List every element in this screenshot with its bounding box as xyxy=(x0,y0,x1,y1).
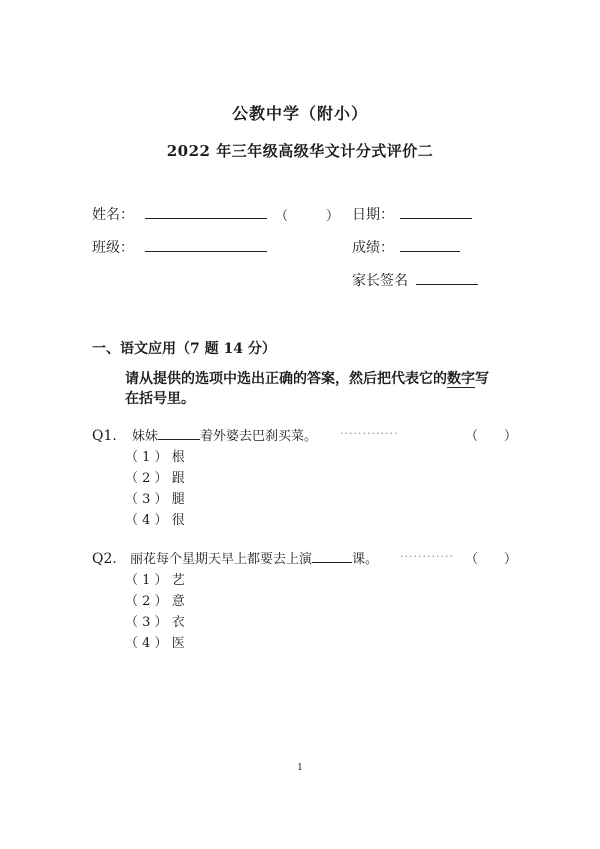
question-text-after: 课。 xyxy=(351,552,378,567)
option-text: 衣 xyxy=(171,615,185,630)
option-item xyxy=(125,509,185,528)
question-1 xyxy=(92,425,317,444)
name-label: 姓名： xyxy=(92,207,134,223)
option-item xyxy=(125,632,185,651)
question-2 xyxy=(92,548,378,567)
option-text: 根 xyxy=(171,450,185,465)
question-text-after: 着外婆去巴刹买菜。 xyxy=(199,429,317,444)
option-label: （ 1 ） xyxy=(125,573,168,588)
answer-blank xyxy=(312,550,352,563)
date-field[interactable] xyxy=(400,218,472,219)
option-text: 意 xyxy=(171,594,185,609)
option-text: 艺 xyxy=(171,573,185,588)
class-field[interactable] xyxy=(145,251,267,252)
option-text: 很 xyxy=(171,513,185,528)
option-label: （ 2 ） xyxy=(125,471,168,486)
option-label: （ 2 ） xyxy=(125,594,168,609)
instruction-text-b: 写 xyxy=(475,371,489,387)
date-label: 日期： xyxy=(352,207,394,223)
score-field[interactable] xyxy=(400,251,460,252)
option-text: 腿 xyxy=(171,492,185,507)
option-text: 跟 xyxy=(171,471,185,486)
section-title: 一、语文应用（7 题 14 分） xyxy=(92,341,276,357)
name-field[interactable] xyxy=(145,218,267,219)
instruction-line-2: 在括号里。 xyxy=(125,391,195,407)
option-item xyxy=(125,569,185,588)
instruction-line-1 xyxy=(125,368,489,388)
option-item xyxy=(125,488,185,507)
option-item xyxy=(125,590,185,609)
option-label: （ 4 ） xyxy=(125,636,168,651)
class-label: 班级： xyxy=(92,240,134,256)
answer-box[interactable]: （ ） xyxy=(465,552,518,567)
option-label: （ 3 ） xyxy=(125,492,168,507)
exam-title: 2022 年三年级高级华文计分式评价二 xyxy=(166,142,434,160)
question-number: Q1. xyxy=(92,428,117,444)
school-name: 公教中学（附小） xyxy=(231,104,368,123)
leader-dots: ············ xyxy=(400,550,454,563)
question-text-before: 丽花每个星期天早上都要去上演 xyxy=(129,552,312,567)
option-item xyxy=(125,446,185,465)
option-label: （ 4 ） xyxy=(125,513,168,528)
parent-signature-label: 家长签名 xyxy=(352,273,408,289)
leader-dots: ············· xyxy=(340,427,399,440)
question-number: Q2. xyxy=(92,551,117,567)
answer-box[interactable]: （ ） xyxy=(465,429,518,444)
seat-paren-open: （ xyxy=(275,209,289,224)
question-text-before: 妹妹 xyxy=(131,429,158,444)
page-number: 1 xyxy=(297,763,303,773)
answer-blank xyxy=(158,427,200,440)
option-item xyxy=(125,467,185,486)
score-label: 成绩： xyxy=(352,240,394,256)
option-text: 医 xyxy=(171,636,185,651)
instruction-emphasis: 数字 xyxy=(447,371,475,387)
option-item xyxy=(125,611,185,630)
seat-paren-close: ） xyxy=(326,209,340,224)
option-label: （ 3 ） xyxy=(125,615,168,630)
parent-signature-field[interactable] xyxy=(416,284,478,285)
option-label: （ 1 ） xyxy=(125,450,168,465)
instruction-text-a: 请从提供的选项中选出正确的答案，然后把代表它的 xyxy=(125,371,447,387)
